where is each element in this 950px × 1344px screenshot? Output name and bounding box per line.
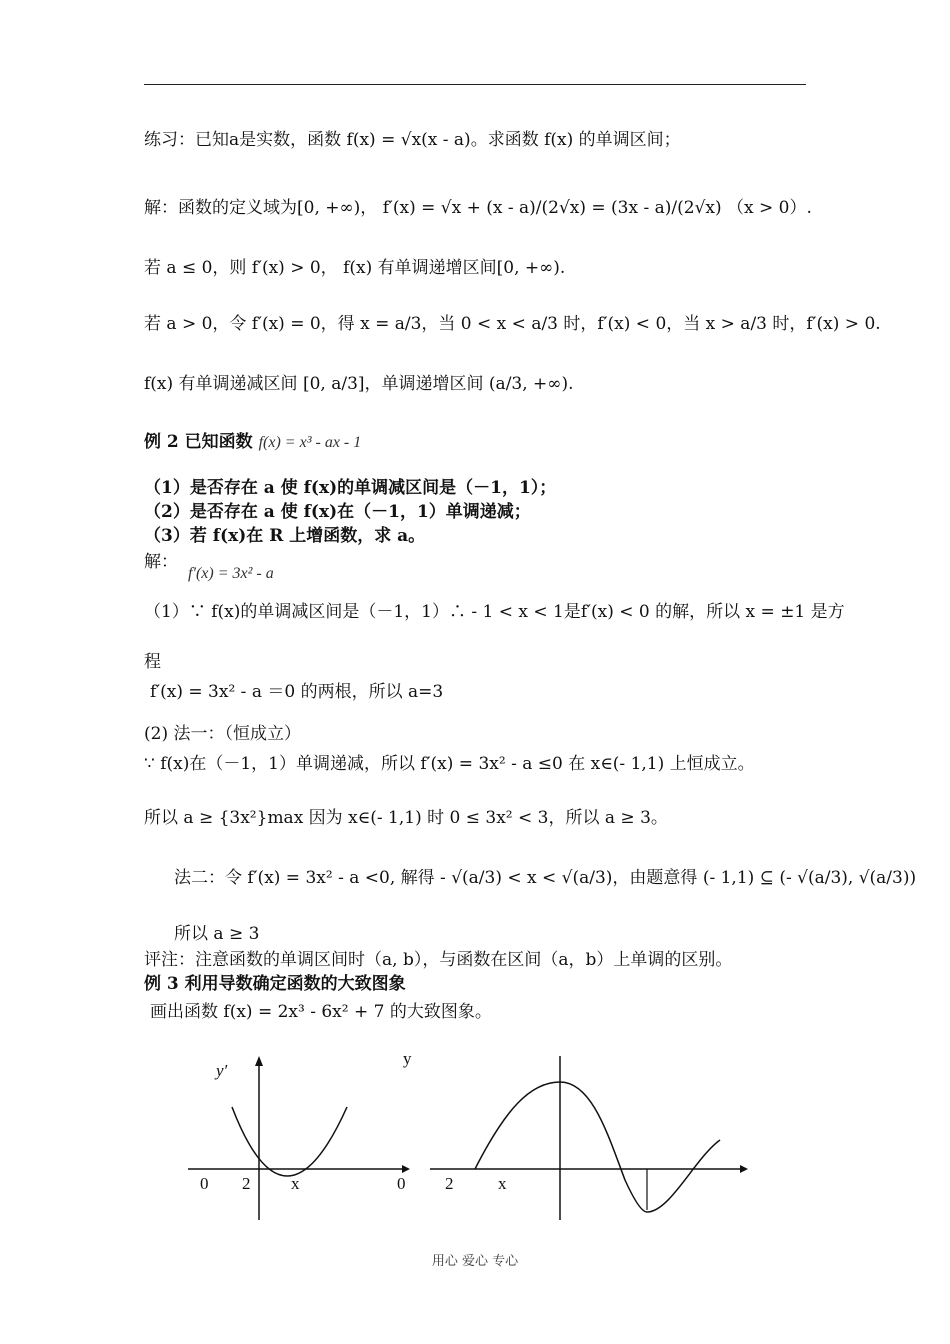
part-2-method-1-result: 所以 a ≥ {3x²}max 因为 x∈(- 1,1) 时 0 ≤ 3x² < 3，所以 a ≥ 3。 [144, 808, 668, 828]
right-origin-label: 0 [397, 1174, 406, 1193]
example-2-heading [144, 430, 361, 455]
monotone-intervals-line: f(x) 有单调递减区间 [0, a/3]，单调递增区间 (a/3, +∞). [144, 374, 574, 394]
left-x-arrow [402, 1165, 410, 1173]
right-y-label: y [403, 1050, 412, 1068]
question-1: （1）是否存在 a 使 f(x)的单调减区间是（－1，1）； [144, 478, 557, 498]
left-y-arrow [255, 1056, 263, 1066]
function-graph [397, 1050, 748, 1220]
left-y-label: y′ [216, 1061, 228, 1080]
left-two-label: 2 [242, 1174, 251, 1193]
question-3: （3）若 f(x)在 R 上增函数，求 a。 [144, 526, 426, 546]
part-2-method-1-line: ∵ f(x)在（－1，1）单调递减，所以 f′(x) = 3x² - a ≤0 在 x∈(- 1,1) 上恒成立。 [144, 754, 755, 774]
left-origin-label: 0 [200, 1174, 209, 1193]
derivative-formula: f′(x) = 3x² - a [188, 565, 274, 582]
example-2-title: 例 2 已知函数 [144, 432, 253, 452]
header-rule [144, 84, 806, 85]
function-curve [475, 1082, 720, 1212]
page-footer: 用心 爱心 专心 [431, 1254, 519, 1269]
example-2-function: f(x) = x³ - ax - 1 [258, 434, 362, 451]
part-1-continued: 程 [144, 652, 161, 672]
derivative-graph [188, 1056, 410, 1220]
exercise-line: 练习：已知a是实数，函数 f(x) = √x(x - a)。求函数 f(x) 的单调区间； [144, 130, 681, 150]
part-2-method-2-line: 法二：令 f′(x) = 3x² - a <0, 解得 - √(a/3) < x < √(a/3)，由题意得 (- 1,1) ⊆ (- √(a/3), √(a/3)) [174, 868, 917, 888]
solution-domain-line: 解：函数的定义域为[0, +∞)， f′(x) = √x + (x - a)/(2√x) = (3x - a)/(2√x) （x > 0）. [144, 198, 812, 218]
question-2: （2）是否存在 a 使 f(x)在（－1，1）单调递减； [144, 502, 531, 522]
right-two-label: 2 [445, 1174, 454, 1193]
remark-line: 评注：注意函数的单调区间时（a, b），与函数在区间（a，b）上单调的区别。 [144, 950, 733, 970]
solution-label: 解： [144, 552, 178, 572]
example-3-task: 画出函数 f(x) = 2x³ - 6x² + 7 的大致图象。 [150, 1002, 492, 1022]
part-2-method-1-title: (2) 法一：（恒成立） [144, 724, 301, 744]
right-x-arrow [740, 1165, 748, 1173]
example-3-heading: 例 3 利用导数确定函数的大致图象 [144, 974, 406, 994]
derivative-parabola [232, 1107, 347, 1176]
case-a-nonpositive-line: 若 a ≤ 0，则 f′(x) > 0， f(x) 有单调递增区间[0, +∞). [144, 258, 566, 278]
case-a-positive-line: 若 a > 0，令 f′(x) = 0，得 x = a/3，当 0 < x < a/3 时，f′(x) < 0，当 x > a/3 时，f′(x) > 0. [144, 314, 881, 334]
function-graphs [180, 1050, 760, 1230]
part-1-line: （1）∵ f(x)的单调减区间是（－1，1）∴ - 1 < x < 1是f′(x) < 0 的解，所以 x = ±1 是方 [144, 602, 845, 622]
left-x-label: x [291, 1174, 300, 1193]
part-1-conclusion: f′(x) = 3x² - a ＝0 的两根，所以 a=3 [150, 682, 444, 702]
part-2-method-2-result: 所以 a ≥ 3 [174, 924, 260, 944]
right-x-label: x [498, 1174, 507, 1193]
